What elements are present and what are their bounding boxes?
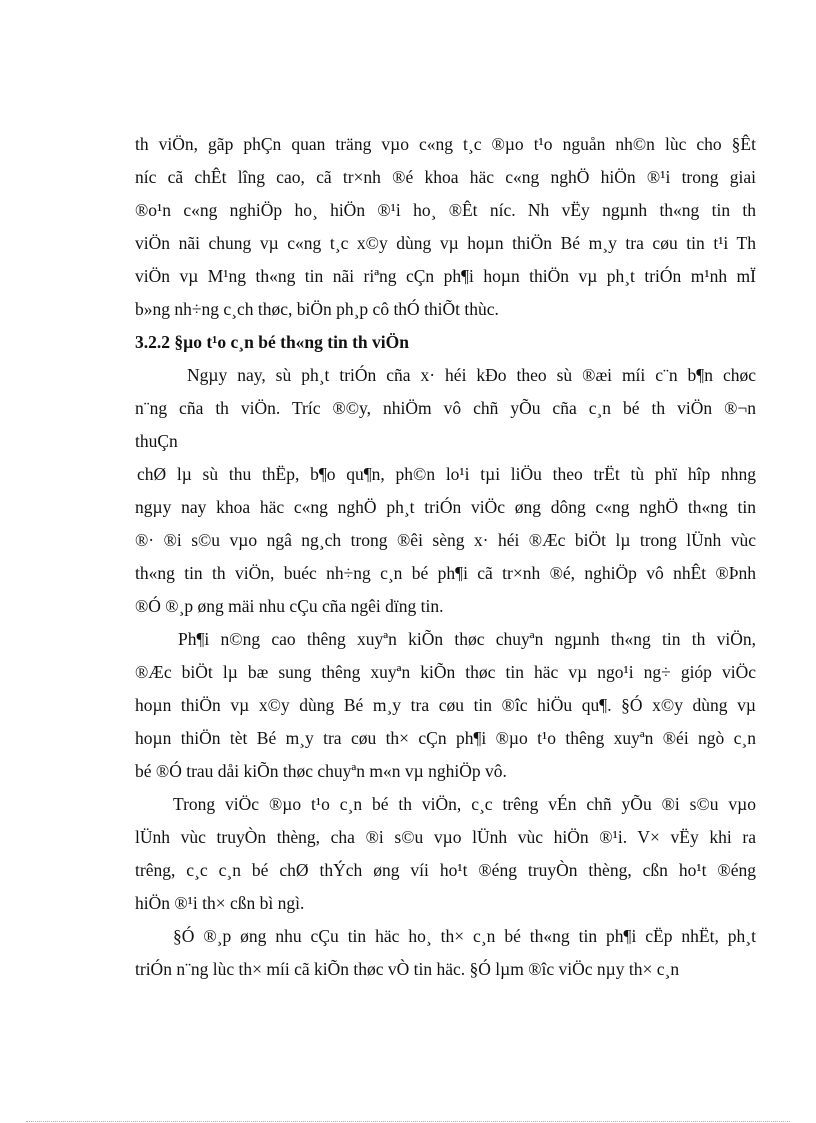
- text-line: lÜnh vùc truyÒn thèng, cha ®i s©u vµo lÜnh vùc hiÖn ®¹i. V× vËy khi ra: [135, 827, 756, 847]
- text-line: triÓn n¨ng lùc th× míi cã kiÕn thøc vÒ tin häc. §Ó lµm ®îc viÖc nµy th× c¸n: [135, 959, 680, 979]
- text-line: thuÇn: [135, 431, 178, 451]
- text-line: viÖn vµ M¹ng th«ng tin nãi riªng cÇn ph¶i hoµn thiÖn vµ ph¸t triÓn m¹nh mÏ: [135, 266, 756, 286]
- text-line: th«ng tin th viÖn, buéc nh÷ng c¸n bé ph¶i cã tr×nh ®é, nghiÖp vô nhÊt ®Þnh: [135, 563, 756, 583]
- text-line: níc cã chÊt lîng cao, cã tr×nh ®é khoa häc c«ng nghÖ hiÖn ®¹i trong giai: [135, 167, 756, 187]
- text-line: bé ®Ó trau dåi kiÕn thøc chuyªn m«n vµ nghiÖp vô.: [135, 761, 507, 781]
- section-heading: 3.2.2 §µo t¹o c¸n bé th«ng tin th viÖn: [135, 332, 409, 352]
- text-line: hoµn thiÖn vµ x©y dùng Bé m¸y tra cøu tin ®îc hiÖu qu¶. §Ó x©y dùng vµ: [135, 695, 756, 715]
- text-line: Trong viÖc ®µo t¹o c¸n bé th viÖn, c¸c trêng vÉn chñ yÕu ®i s©u vµo: [173, 794, 756, 814]
- text-line: ®Ó ®¸p øng mäi nhu cÇu cña ngêi dïng tin.: [135, 596, 444, 616]
- text-line: trêng, c¸c c¸n bé chØ thÝch øng víi ho¹t ®éng truyÒn thèng, cßn ho¹t ®éng: [135, 860, 756, 880]
- text-line: Ngµy nay, sù ph¸t triÓn cña x· héi kÐo theo sù ®æi míi c¨n b¶n chøc: [187, 365, 756, 385]
- text-line: hoµn thiÖn tèt Bé m¸y tra cøu th× cÇn ph¶i ®µo t¹o thêng xuyªn ®éi ngò c¸n: [135, 728, 756, 748]
- text-line: viÖn nãi chung vµ c«ng t¸c x©y dùng vµ hoµn thiÖn Bé m¸y tra cøu tin t¹i Th: [135, 233, 756, 253]
- text-line: chØ lµ sù thu thËp, b¶o qu¶n, ph©n lo¹i tµi liÖu theo trËt tù phï hîp nhng: [137, 464, 756, 484]
- text-line: th viÖn, gãp phÇn quan träng vµo c«ng t¸c ®µo t¹o nguån nh©n lùc cho §Êt: [135, 134, 756, 154]
- text-line: ®· ®i s©u vµo ngâ ng¸ch trong ®êi sèng x· héi ®Æc biÖt lµ trong lÜnh vùc: [135, 530, 756, 550]
- text-line: n¨ng cña th viÖn. Tríc ®©y, nhiÖm vô chñ yÕu cña c¸n bé th viÖn ®¬n: [135, 398, 756, 418]
- text-line: ®Æc biÖt lµ bæ sung thêng xuyªn kiÕn thøc tin häc vµ ngo¹i ng÷ gióp viÖc: [135, 662, 756, 682]
- text-line: b»ng nh÷ng c¸ch thøc, biÖn ph¸p cô thÓ thiÕt thùc.: [135, 299, 499, 319]
- page-bottom-dotted-rule: [26, 1121, 790, 1122]
- text-line: §Ó ®¸p øng nhu cÇu tin häc ho¸ th× c¸n bé th«ng tin ph¶i cËp nhËt, ph¸t: [173, 926, 756, 946]
- text-line: ®o¹n c«ng nghiÖp ho¸ hiÖn ®¹i ho¸ ®Êt níc. Nh vËy ngµnh th«ng tin th: [135, 200, 756, 220]
- text-line: ngµy nay khoa häc c«ng nghÖ ph¸t triÓn viÖc øng dông c«ng nghÖ th«ng tin: [135, 497, 756, 517]
- text-line: Ph¶i n©ng cao thêng xuyªn kiÕn thøc chuyªn ngµnh th«ng tin th viÖn,: [178, 629, 756, 649]
- text-line: hiÖn ®¹i th× cßn bì ngì.: [135, 893, 305, 913]
- document-body: [135, 128, 756, 986]
